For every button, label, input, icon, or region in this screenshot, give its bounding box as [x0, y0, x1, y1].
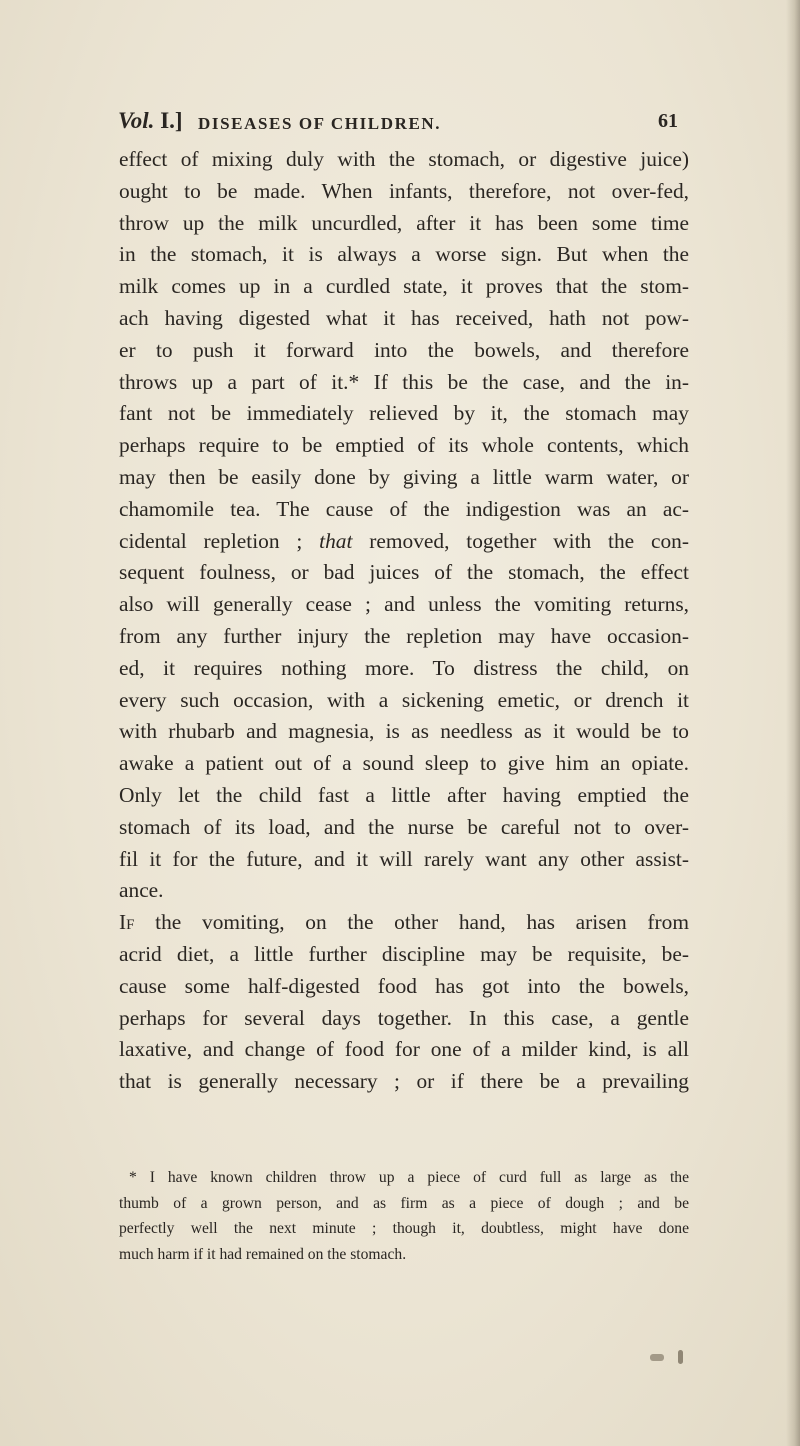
body-line: stomach of its load, and the nurse be careful not to over-: [119, 814, 689, 839]
body-line: chamomile tea. The cause of the indigestion was an ac-: [119, 496, 689, 521]
ink-smudge: [650, 1350, 690, 1364]
volume-label: [118, 108, 183, 134]
body-line: acrid diet, a little further discipline may be requisite, be-: [119, 941, 689, 966]
italic-word: that: [319, 528, 353, 553]
footnote-line: much harm if it had remained on the stomach.: [119, 1245, 407, 1263]
paragraph-start-line: [119, 907, 689, 939]
body-line: cause some half-digested food has got into the bowels,: [119, 973, 689, 998]
body-text: [119, 144, 689, 1098]
page-number: 61: [658, 110, 678, 132]
body-line: throw up the milk uncurdled, after it has been some time: [119, 210, 689, 235]
body-line: every such occasion, with a sickening emetic, or drench it: [119, 687, 689, 712]
body-line: with rhubarb and magnesia, is as needless as it would be to: [119, 719, 689, 744]
body-line: sequent foulness, or bad juices of the stomach, the effect: [119, 560, 689, 585]
footnote-line: * I have known children throw up a piece of curd full as large as the: [129, 1169, 689, 1186]
body-line: laxative, and change of food for one of a milder kind, is all: [119, 1037, 689, 1062]
footnote: [119, 1165, 689, 1267]
body-line: awake a patient out of a sound sleep to give him an opiate.: [119, 751, 689, 776]
small-caps-opening: If: [119, 910, 135, 935]
body-line-with-italic: [119, 526, 689, 558]
body-line: that is generally necessary ; or if there be a prevailing: [119, 1069, 689, 1094]
body-line: also will generally cease ; and unless the vomiting returns,: [119, 592, 689, 617]
footnote-line: perfectly well the next minute ; though it, doubtless, might have done: [119, 1220, 689, 1237]
body-line: effect of mixing duly with the stomach, or digestive juice): [119, 147, 689, 171]
body-line: in the stomach, it is always a worse sign. But when the: [119, 242, 689, 267]
body-line: ance.: [119, 878, 164, 903]
body-line: ed, it requires nothing more. To distress the child, on: [119, 655, 689, 680]
body-line: ought to be made. When infants, therefore, not over-fed,: [119, 178, 689, 203]
body-line: perhaps for several days together. In this case, a gentle: [119, 1005, 689, 1030]
body-line: Only let the child fast a little after having emptied the: [119, 782, 689, 807]
body-line: may then be easily done by giving a little warm water, or: [119, 464, 689, 489]
footnote-line: thumb of a grown person, and as firm as a piece of dough ; and be: [119, 1194, 689, 1212]
body-line: ach having digested what it has received, hath not pow-: [119, 305, 689, 330]
body-line: fant not be immediately relieved by it, the stomach may: [119, 401, 689, 426]
body-line: milk comes up in a curdled state, it proves that the stom-: [119, 274, 689, 299]
body-line: fil it for the future, and it will rarely want any other assist-: [119, 846, 689, 871]
running-head: [118, 108, 678, 138]
running-title: DISEASES OF CHILDREN.: [198, 114, 442, 133]
volume-number: I.]: [154, 108, 183, 133]
body-line-segment: removed, together with the con-: [369, 528, 689, 553]
body-line: from any further injury the repletion may have occasion-: [119, 623, 689, 648]
body-line-segment: cidental repletion ;: [119, 528, 303, 553]
body-line-segment: the vomiting, on the other hand, has arisen from: [155, 910, 689, 935]
volume-abbrev: Vol.: [118, 108, 155, 133]
body-line: throws up a part of it.* If this be the case, and the in-: [119, 369, 689, 394]
body-line: er to push it forward into the bowels, and therefore: [119, 337, 689, 362]
page-edge-shadow: [786, 0, 800, 1446]
body-line: perhaps require to be emptied of its whole contents, which: [119, 433, 689, 458]
